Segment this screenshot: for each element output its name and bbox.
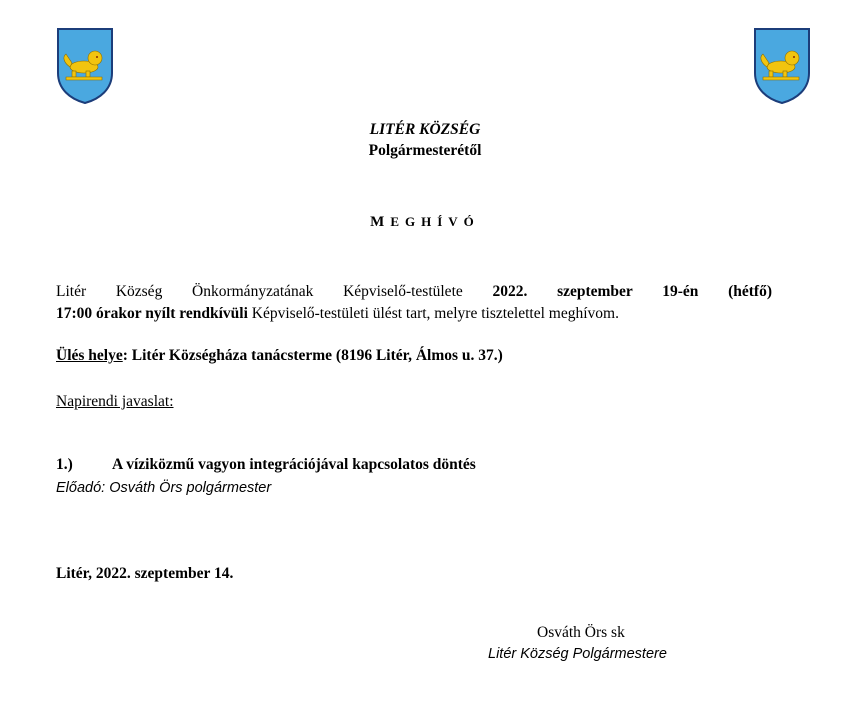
agenda-item-presenter: Előadó: Osváth Örs polgármester	[56, 480, 272, 496]
place-date: Litér, 2022. szeptember 14.	[56, 565, 234, 582]
agenda-item	[56, 454, 476, 476]
municipality-title: LITÉR KÖZSÉG	[369, 121, 481, 138]
meeting-date: 2022. szeptember 19-én (hétfő)	[492, 283, 773, 300]
intro-line-2	[56, 303, 772, 325]
signature-title: Litér Község Polgármestere	[488, 646, 667, 662]
heading-rest: EGHÍVÓ	[390, 214, 480, 229]
venue-line	[56, 345, 503, 367]
agenda-item-title: A víziközmű vagyon integrációjával kapcsolatos döntés	[112, 456, 476, 473]
document-heading	[0, 214, 850, 231]
meeting-time: 17:00 órakor nyílt rendkívüli	[56, 305, 248, 322]
intro-text-part1: Litér Község Önkormányzatának Képviselő-testülete	[56, 283, 463, 300]
coat-of-arms-left-icon	[56, 27, 114, 105]
agenda-label: Napirendi javaslat:	[56, 393, 174, 410]
heading-initial: M	[370, 214, 391, 230]
signature-name: Osváth Örs sk	[537, 624, 625, 641]
coat-of-arms-right-icon	[753, 27, 811, 105]
venue-value: : Litér Községháza tanácsterme (8196 Litér, Álmos u. 37.)	[122, 347, 503, 364]
intro-line-1	[56, 281, 772, 303]
sender-subtitle: Polgármesterétől	[368, 142, 482, 159]
venue-label: Ülés helye	[56, 347, 123, 364]
intro-text-part2: Képviselő-testületi ülést tart, melyre tisztelettel meghívom.	[251, 305, 619, 322]
agenda-item-number: 1.)	[56, 456, 73, 473]
intro-paragraph	[56, 281, 772, 325]
